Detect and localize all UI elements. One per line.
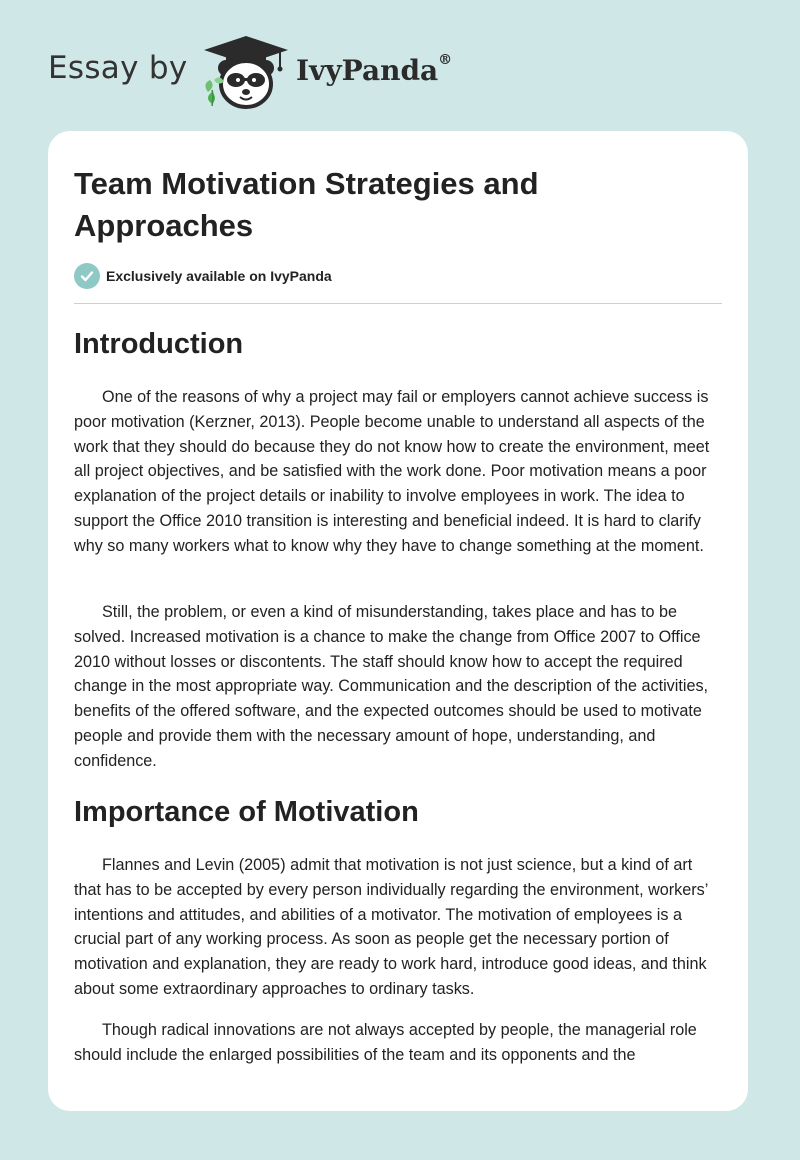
- divider: [74, 303, 722, 304]
- section-heading-introduction: Introduction: [74, 328, 244, 360]
- site-header: [0, 0, 800, 120]
- page-title: Team Motivation Strategies and Approaches: [74, 166, 539, 243]
- brand-name[interactable]: IvyPanda®: [296, 52, 453, 87]
- check-icon: [74, 263, 100, 289]
- paragraph: One of the reasons of why a project may fail or employers cannot achieve success is poor motivation (Kerzner, 2013). People become unable to understand all aspects of the work that they should do because they do not know how to create the environment, meet all project objectives, and be satisfied with the work done. Poor motivation means a poor explanation of the project details or inability to involve employees in work. The idea to support the Office 2010 transition is interesting and beneficial indeed. It is hard to clarify why so many workers what to know why they have to change something at the moment.: [74, 388, 710, 555]
- ivypanda-logo-icon[interactable]: [200, 34, 292, 112]
- exclusive-badge: [74, 263, 332, 289]
- paragraph: Flannes and Levin (2005) admit that motivation is not just science, but a kind of art that has to be accepted by every person individually regarding the environment, workers’ intentions and attitudes, and abilities of a motivator. The motivation of employees is a crucial part of any working process. As soon as people get the necessary portion of motivation and explanation, they are ready to work hard, introduce good ideas, and think about some extraordinary approaches to ordinary tasks.: [74, 856, 708, 998]
- section-heading-importance: Importance of Motivation: [74, 796, 419, 828]
- paragraph: Still, the problem, or even a kind of misunderstanding, takes place and has to be solved. Increased motivation is a chance to make the change from Office 2007 to Office 2010 without losses or discontents. The staff should know how to accept the required change in the most appropriate way. Communication and the description of the activities, benefits of the offered software, and the expected outcomes should be used to motivate people and provide them with the necessary amount of hope, understanding, and confidence.: [74, 603, 709, 770]
- essay-by-label: Essay by: [48, 50, 188, 86]
- essay-card: [48, 131, 748, 1111]
- exclusive-label: Exclusively available on IvyPanda: [106, 268, 332, 284]
- paragraph: Though radical innovations are not always accepted by people, the managerial role should include the enlarged possibilities of the team and its opponents and the: [74, 1021, 697, 1064]
